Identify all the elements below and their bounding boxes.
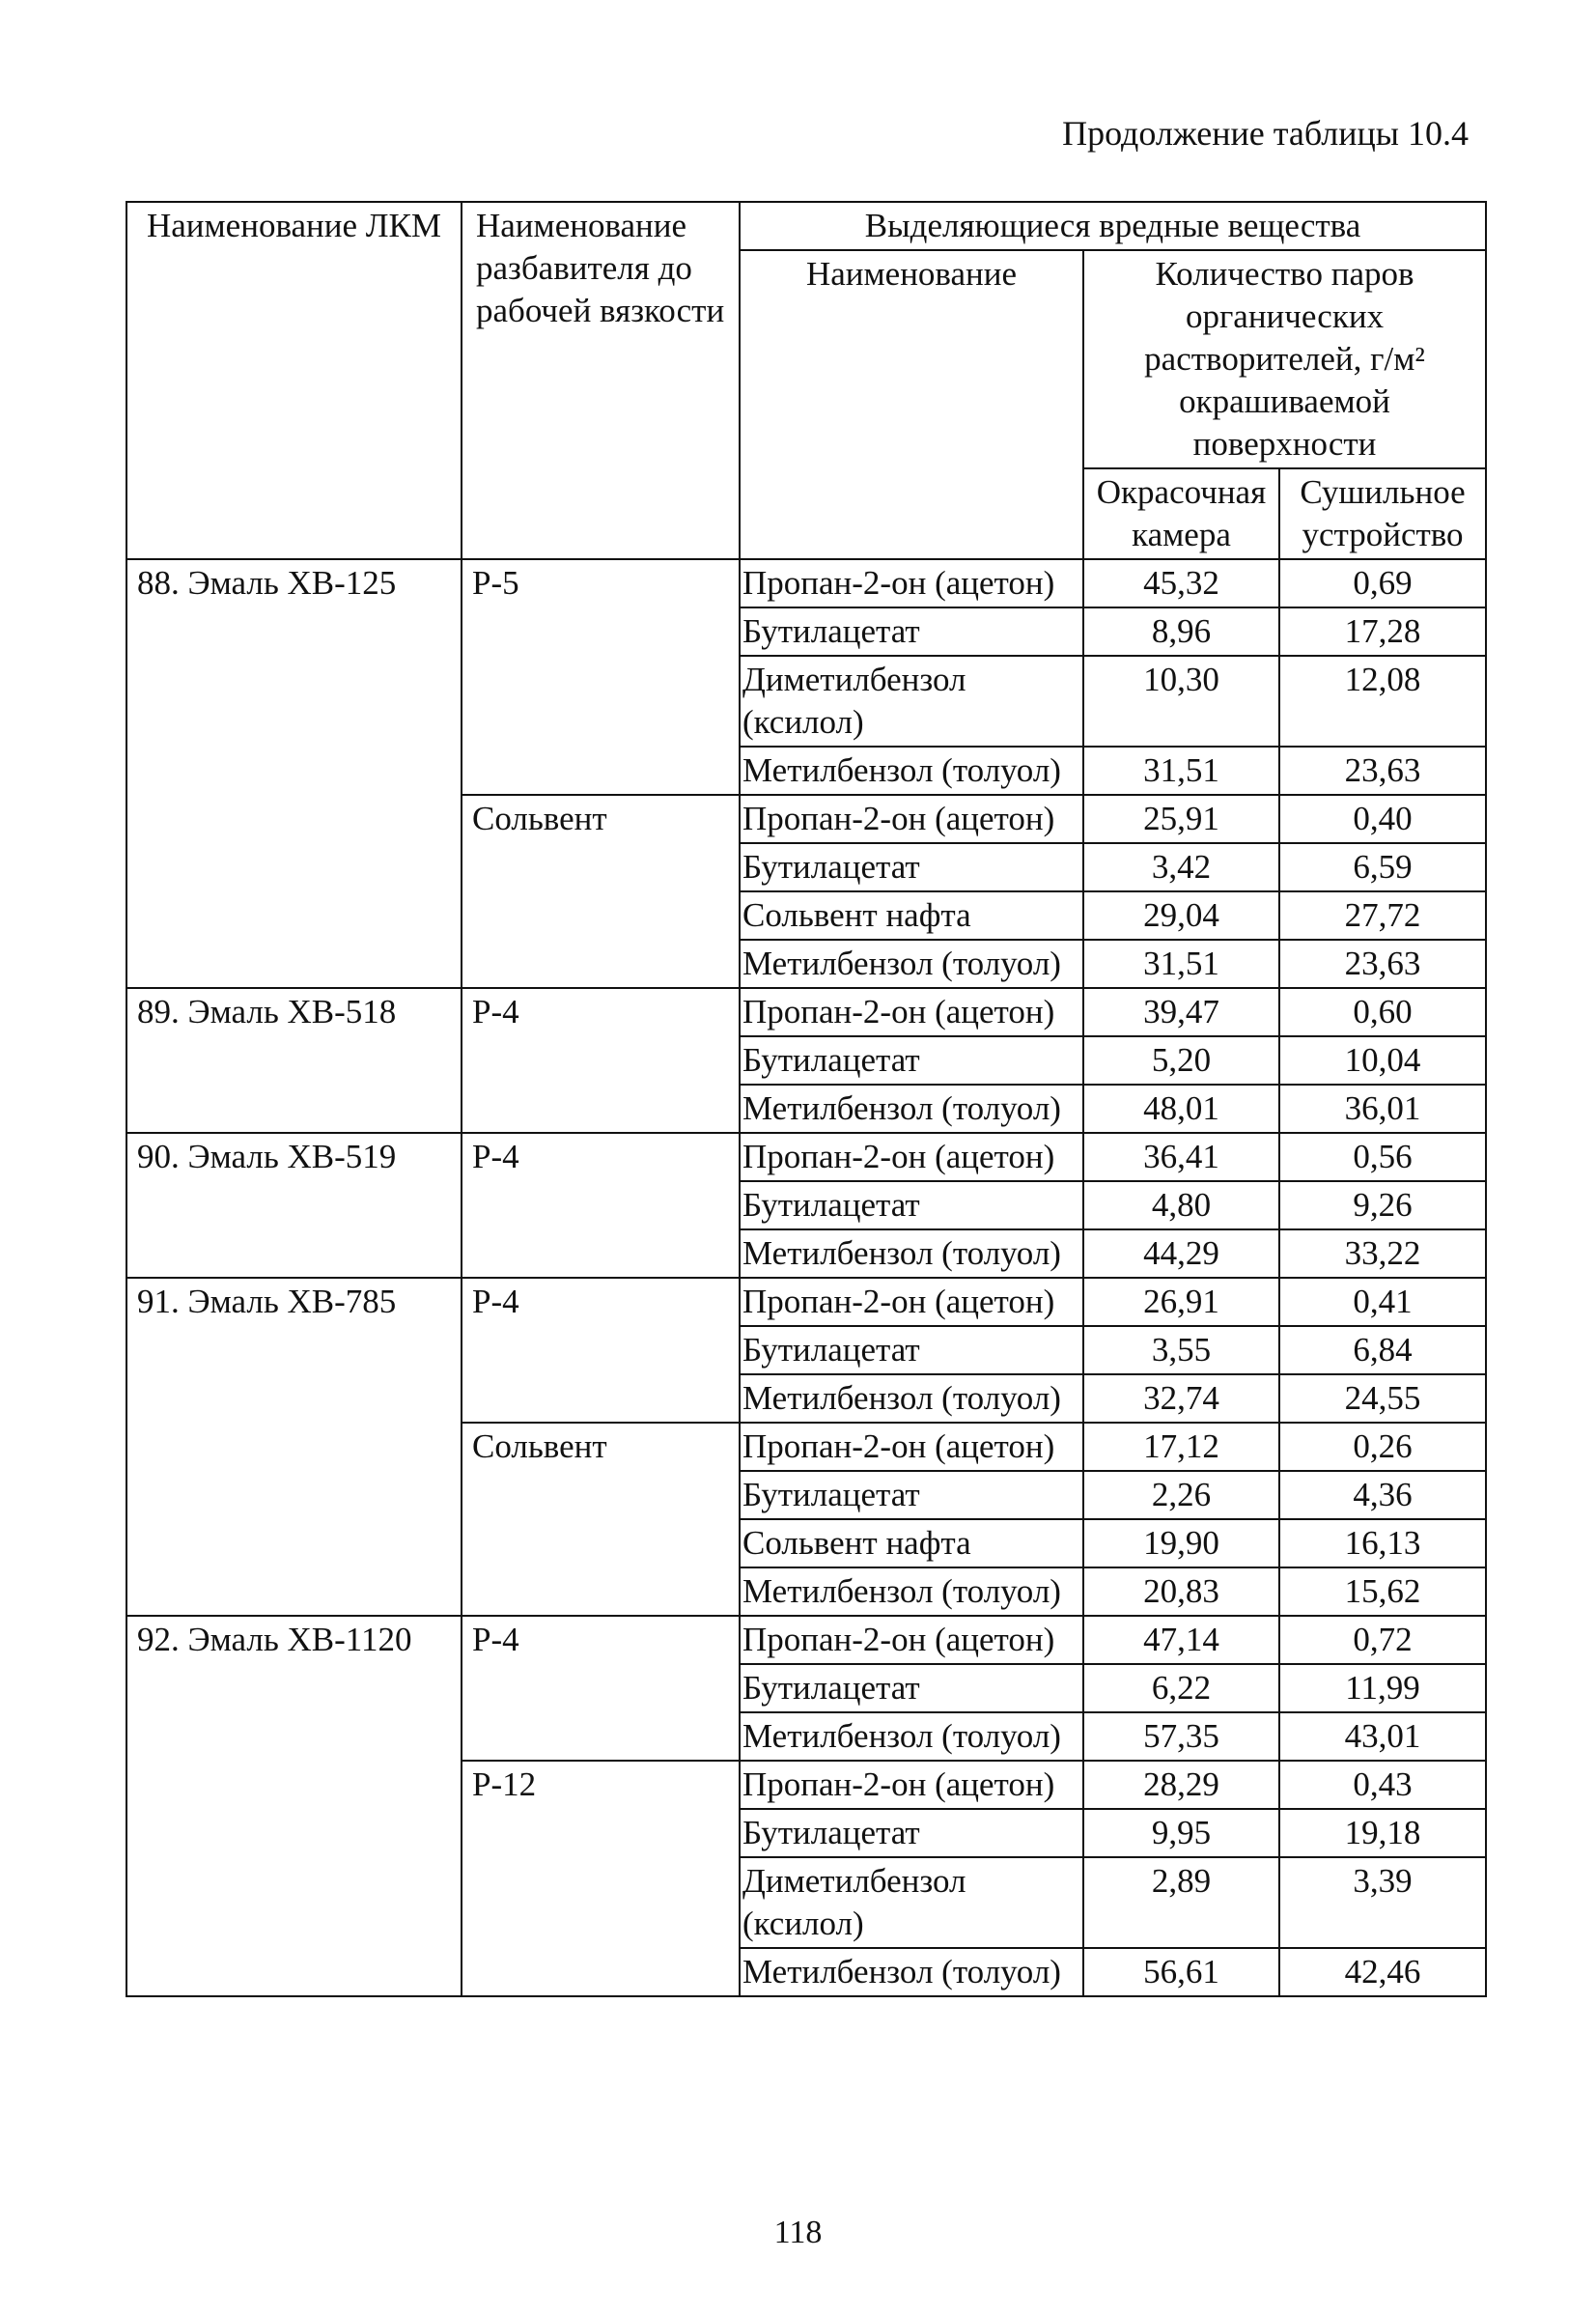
cell-substance: Пропан-2-он (ацетон) xyxy=(740,1278,1083,1326)
header-lkm: Наименование ЛКМ xyxy=(126,202,462,559)
cell-booth: 17,12 xyxy=(1083,1423,1279,1471)
cell-substance: Пропан-2-он (ацетон) xyxy=(740,1616,1083,1664)
cell-booth: 25,91 xyxy=(1083,795,1279,843)
cell-substance: Бутилацетат xyxy=(740,843,1083,891)
cell-booth: 19,90 xyxy=(1083,1519,1279,1567)
cell-thinner: Р-4 xyxy=(462,988,740,1133)
cell-dryer: 6,59 xyxy=(1279,843,1486,891)
cell-dryer: 33,22 xyxy=(1279,1229,1486,1278)
cell-dryer: 23,63 xyxy=(1279,940,1486,988)
cell-substance: Метилбензол (толуол) xyxy=(740,940,1083,988)
cell-substance: Бутилацетат xyxy=(740,607,1083,656)
cell-booth: 48,01 xyxy=(1083,1085,1279,1133)
cell-lkm: 90. Эмаль ХВ-519 xyxy=(126,1133,462,1278)
cell-substance: Бутилацетат xyxy=(740,1664,1083,1712)
cell-dryer: 6,84 xyxy=(1279,1326,1486,1374)
table-body xyxy=(126,559,1486,1996)
cell-booth: 44,29 xyxy=(1083,1229,1279,1278)
cell-substance: Пропан-2-он (ацетон) xyxy=(740,988,1083,1036)
cell-substance: Пропан-2-он (ацетон) xyxy=(740,1133,1083,1181)
header-dryer: Сушильное устройство xyxy=(1279,468,1486,559)
cell-substance: Диметилбензол (ксилол) xyxy=(740,1857,1083,1948)
cell-booth: 3,55 xyxy=(1083,1326,1279,1374)
cell-dryer: 0,69 xyxy=(1279,559,1486,607)
cell-dryer: 10,04 xyxy=(1279,1036,1486,1085)
cell-dryer: 0,26 xyxy=(1279,1423,1486,1471)
cell-dryer: 24,55 xyxy=(1279,1374,1486,1423)
cell-booth: 4,80 xyxy=(1083,1181,1279,1229)
cell-dryer: 19,18 xyxy=(1279,1809,1486,1857)
cell-lkm: 92. Эмаль ХВ-1120 xyxy=(126,1616,462,1996)
cell-booth: 6,22 xyxy=(1083,1664,1279,1712)
cell-lkm: 88. Эмаль ХВ-125 xyxy=(126,559,462,988)
cell-dryer: 23,63 xyxy=(1279,747,1486,795)
table-header xyxy=(126,202,1486,559)
cell-thinner: Сольвент xyxy=(462,1423,740,1616)
cell-substance: Метилбензол (толуол) xyxy=(740,1229,1083,1278)
cell-booth: 31,51 xyxy=(1083,940,1279,988)
cell-dryer: 0,60 xyxy=(1279,988,1486,1036)
cell-substance: Метилбензол (толуол) xyxy=(740,1374,1083,1423)
table-row xyxy=(126,1133,1486,1181)
cell-booth: 10,30 xyxy=(1083,656,1279,747)
cell-booth: 32,74 xyxy=(1083,1374,1279,1423)
cell-dryer: 0,41 xyxy=(1279,1278,1486,1326)
cell-dryer: 15,62 xyxy=(1279,1567,1486,1616)
cell-substance: Метилбензол (толуол) xyxy=(740,1567,1083,1616)
cell-substance: Сольвент нафта xyxy=(740,891,1083,940)
cell-booth: 8,96 xyxy=(1083,607,1279,656)
table-row xyxy=(126,1278,1486,1326)
cell-dryer: 43,01 xyxy=(1279,1712,1486,1761)
header-group: Выделяющиеся вредные вещества xyxy=(740,202,1486,250)
cell-thinner: Р-12 xyxy=(462,1761,740,1996)
cell-dryer: 4,36 xyxy=(1279,1471,1486,1519)
cell-booth: 45,32 xyxy=(1083,559,1279,607)
cell-dryer: 16,13 xyxy=(1279,1519,1486,1567)
cell-substance: Пропан-2-он (ацетон) xyxy=(740,795,1083,843)
cell-thinner: Р-4 xyxy=(462,1278,740,1423)
cell-booth: 28,29 xyxy=(1083,1761,1279,1809)
cell-booth: 26,91 xyxy=(1083,1278,1279,1326)
cell-substance: Бутилацетат xyxy=(740,1181,1083,1229)
page-number: 118 xyxy=(773,2215,823,2250)
cell-substance: Сольвент нафта xyxy=(740,1519,1083,1567)
cell-booth: 3,42 xyxy=(1083,843,1279,891)
cell-booth: 36,41 xyxy=(1083,1133,1279,1181)
cell-dryer: 3,39 xyxy=(1279,1857,1486,1948)
cell-substance: Метилбензол (толуол) xyxy=(740,1712,1083,1761)
cell-lkm: 89. Эмаль ХВ-518 xyxy=(126,988,462,1133)
cell-dryer: 0,43 xyxy=(1279,1761,1486,1809)
cell-booth: 2,26 xyxy=(1083,1471,1279,1519)
cell-thinner: Р-4 xyxy=(462,1616,740,1761)
cell-substance: Пропан-2-он (ацетон) xyxy=(740,1423,1083,1471)
cell-dryer: 9,26 xyxy=(1279,1181,1486,1229)
cell-dryer: 42,46 xyxy=(1279,1948,1486,1996)
cell-substance: Метилбензол (толуол) xyxy=(740,747,1083,795)
header-amount: Количество паров органических растворителей, г/м² окрашиваемой поверхности xyxy=(1083,250,1486,468)
cell-booth: 39,47 xyxy=(1083,988,1279,1036)
cell-substance: Бутилацетат xyxy=(740,1036,1083,1085)
cell-substance: Пропан-2-он (ацетон) xyxy=(740,559,1083,607)
cell-dryer: 27,72 xyxy=(1279,891,1486,940)
cell-dryer: 17,28 xyxy=(1279,607,1486,656)
cell-booth: 2,89 xyxy=(1083,1857,1279,1948)
header-booth: Окрасочная камера xyxy=(1083,468,1279,559)
cell-thinner: Сольвент xyxy=(462,795,740,988)
header-substance: Наименование xyxy=(740,250,1083,559)
cell-booth: 47,14 xyxy=(1083,1616,1279,1664)
cell-booth: 31,51 xyxy=(1083,747,1279,795)
cell-booth: 20,83 xyxy=(1083,1567,1279,1616)
cell-booth: 5,20 xyxy=(1083,1036,1279,1085)
cell-thinner: Р-5 xyxy=(462,559,740,795)
cell-substance: Диметилбензол (ксилол) xyxy=(740,656,1083,747)
cell-thinner: Р-4 xyxy=(462,1133,740,1278)
table-row xyxy=(126,559,1486,607)
cell-booth: 57,35 xyxy=(1083,1712,1279,1761)
cell-substance: Бутилацетат xyxy=(740,1809,1083,1857)
table-row xyxy=(126,1616,1486,1664)
cell-substance: Бутилацетат xyxy=(740,1326,1083,1374)
cell-substance: Бутилацетат xyxy=(740,1471,1083,1519)
cell-booth: 9,95 xyxy=(1083,1809,1279,1857)
cell-dryer: 36,01 xyxy=(1279,1085,1486,1133)
table-caption: Продолжение таблицы 10.4 xyxy=(1062,114,1469,153)
cell-dryer: 12,08 xyxy=(1279,656,1486,747)
table-row xyxy=(126,988,1486,1036)
cell-substance: Метилбензол (толуол) xyxy=(740,1085,1083,1133)
cell-dryer: 0,72 xyxy=(1279,1616,1486,1664)
emissions-table xyxy=(126,201,1487,1997)
cell-dryer: 0,40 xyxy=(1279,795,1486,843)
cell-substance: Пропан-2-он (ацетон) xyxy=(740,1761,1083,1809)
cell-dryer: 0,56 xyxy=(1279,1133,1486,1181)
header-thinner: Наименование разбавителя до рабочей вязкости xyxy=(462,202,740,559)
cell-lkm: 91. Эмаль ХВ-785 xyxy=(126,1278,462,1616)
cell-substance: Метилбензол (толуол) xyxy=(740,1948,1083,1996)
cell-booth: 29,04 xyxy=(1083,891,1279,940)
cell-booth: 56,61 xyxy=(1083,1948,1279,1996)
cell-dryer: 11,99 xyxy=(1279,1664,1486,1712)
